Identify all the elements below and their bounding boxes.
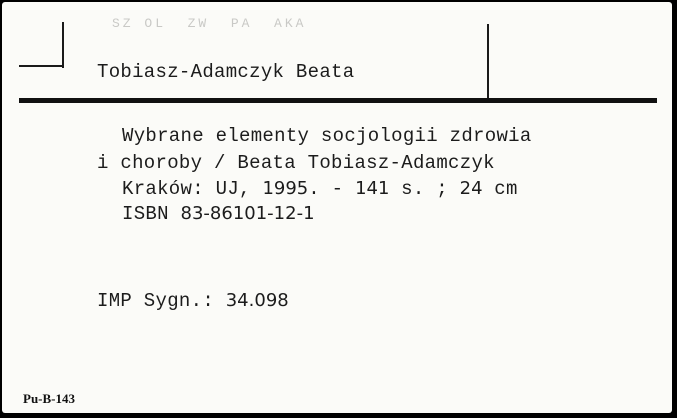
footer-code: Pu-B-143 bbox=[23, 391, 75, 406]
faint-header-text: SZ OL ZW PA AKA bbox=[112, 16, 307, 31]
isbn-line bbox=[122, 203, 315, 225]
imprint-size: 24 bbox=[459, 178, 483, 199]
author-heading: Tobiasz-Adamczyk Beata bbox=[97, 61, 355, 83]
imprint-line bbox=[122, 178, 518, 200]
signature-value: 34.098 bbox=[225, 290, 289, 311]
title-line-1: Wybrane elementy socjologii zdrowia bbox=[122, 125, 532, 147]
header-divider-line bbox=[487, 24, 489, 99]
imprint-pages-unit: s. ; bbox=[389, 178, 460, 200]
isbn-value: 83-86101-12-1 bbox=[180, 203, 315, 224]
imprint-prefix: Kraków: UJ, bbox=[122, 178, 263, 200]
signature-line bbox=[97, 290, 289, 312]
heading-rule bbox=[19, 98, 657, 103]
imprint-size-unit: cm bbox=[482, 178, 518, 200]
catalog-card bbox=[2, 2, 672, 413]
imprint-pages: 141 bbox=[355, 178, 390, 199]
signature-label: IMP Sygn.: bbox=[97, 290, 226, 312]
corner-mark-horizontal bbox=[19, 65, 64, 67]
corner-mark-vertical bbox=[62, 22, 64, 68]
imprint-year: 1995 bbox=[262, 178, 309, 199]
imprint-separator: . - bbox=[308, 178, 356, 200]
title-line-2: i choroby / Beata Tobiasz-Adamczyk bbox=[97, 152, 495, 174]
isbn-label: ISBN bbox=[122, 203, 181, 225]
